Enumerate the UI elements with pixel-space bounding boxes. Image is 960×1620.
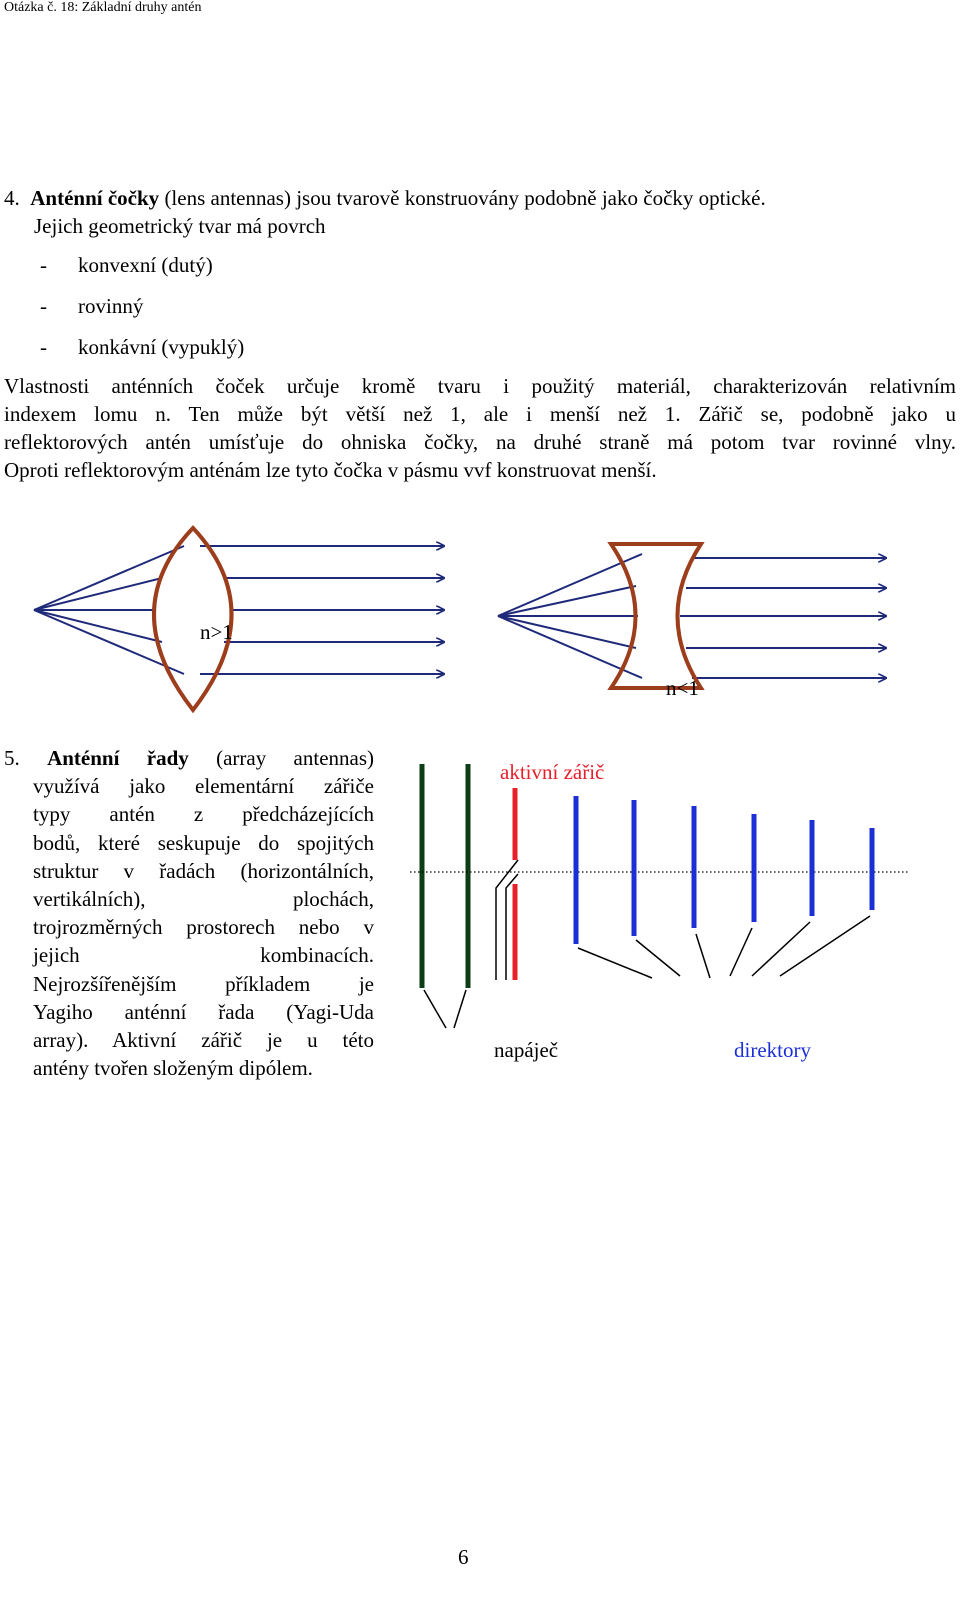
section-intro-line2: Jejich geometrický tvar má povrch <box>34 214 326 238</box>
paragraph-line: antény tvořen složeným dipólem. <box>33 1056 313 1081</box>
section-4-intro <box>4 184 954 240</box>
paragraph-line: array). Aktivní zářič je u této <box>33 1028 374 1053</box>
reflector-elements <box>422 764 468 988</box>
paragraph-line: Vlastnosti anténních čoček určuje kromě tvaru i použitý materiál, charakterizován relativním <box>4 374 956 398</box>
reflector-ticks <box>424 990 466 1028</box>
concave-lens-label: n<1 <box>666 676 699 700</box>
paragraph-line: bodů, které seskupuje do spojitých <box>33 830 374 855</box>
paragraph-line: Oproti reflektorovým anténám lze tyto čočka v pásmu vvf konstruovat menší. <box>4 458 657 482</box>
feeder-label: napáječ <box>494 1038 559 1062</box>
paragraph-line: reflektorových antén umísťuje do ohniska čočky, na druhé straně má potom tvar rovinné vlny. <box>4 430 956 454</box>
page-header: Otázka č. 18: Základní druhy antén <box>4 0 202 15</box>
list-dash: - <box>40 294 47 318</box>
lens-properties-paragraph <box>4 372 956 484</box>
section-number: 5. <box>4 746 20 770</box>
paragraph-line: jejich kombinacích. <box>33 943 374 968</box>
convex-lens-label: n>1 <box>200 620 233 644</box>
directors-label: direktory <box>734 1038 811 1062</box>
convex-rays <box>34 546 444 674</box>
section-term: Anténní řady <box>47 746 189 770</box>
concave-rays <box>498 554 886 678</box>
convex-lens-shape <box>154 528 232 710</box>
paragraph-line: struktur v řadách (horizontálních, <box>33 858 374 883</box>
list-text: rovinný <box>78 294 144 318</box>
paragraph-line: Nejrozšířenějším příkladem je <box>33 971 374 996</box>
list-text: konkávní (vypuklý) <box>78 335 245 359</box>
paragraph-line: využívá jako elementární zářiče <box>33 774 374 799</box>
paragraph-line: Yagiho anténní řada (Yagi-Uda <box>33 999 374 1024</box>
director-elements <box>576 796 872 944</box>
section-term-suffix: (array antennas) <box>188 746 374 770</box>
page-number: 6 <box>458 1545 469 1569</box>
list-dash: - <box>40 335 47 359</box>
paragraph-line: indexem lomu n. Ten může být větší než 1, ale i menší než 1. Zářič se, podobně jako u <box>4 402 956 426</box>
yagi-antenna-diagram <box>0 750 960 1070</box>
section-number: 4. <box>4 186 20 210</box>
active-element-label: aktivní zářič <box>500 760 605 784</box>
director-callouts <box>578 916 870 978</box>
list-dash: - <box>40 253 47 277</box>
paragraph-line: vertikálních), plochách, <box>33 887 374 912</box>
list-text: konvexní (dutý) <box>78 253 213 277</box>
section-intro-text: (lens antennas) jsou tvarově konstruovány podobně jako čočky optické. <box>159 186 766 210</box>
paragraph-line: typy antén z předcházejících <box>33 802 374 827</box>
lens-antenna-diagram <box>0 510 960 730</box>
section-term: Anténní čočky <box>30 186 160 210</box>
paragraph-line: trojrozměrných prostorech nebo v <box>33 915 374 940</box>
